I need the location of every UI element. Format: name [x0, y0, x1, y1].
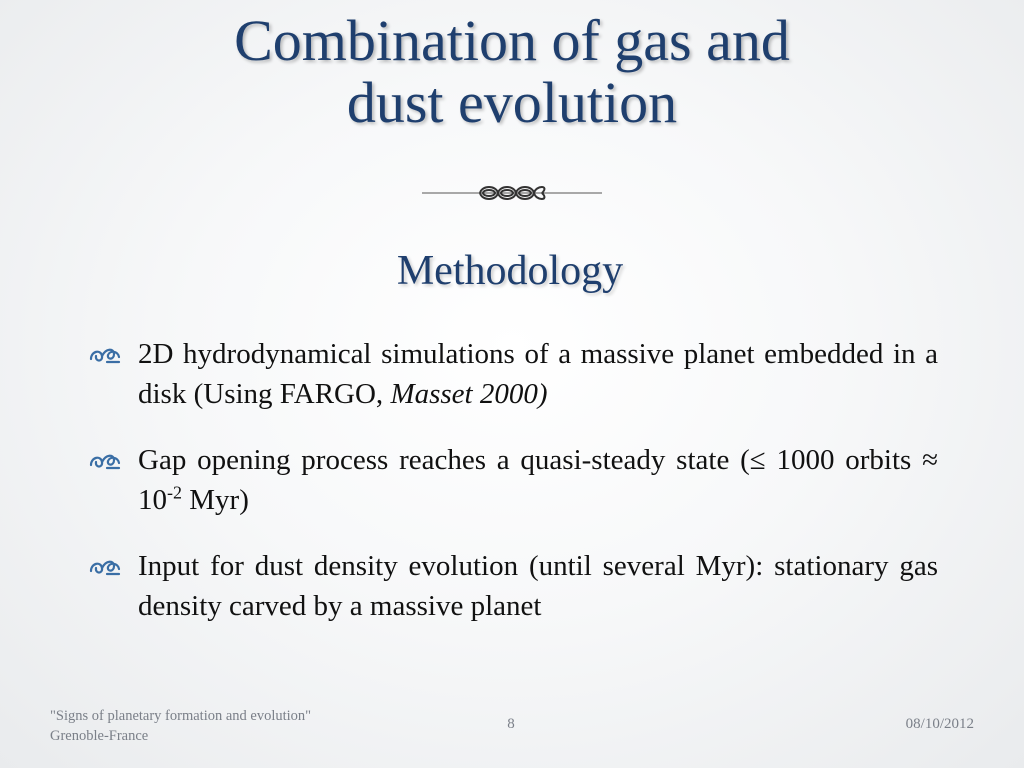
curly-bullet-icon [88, 449, 122, 471]
footer-conference-name: "Signs of planetary formation and evolution" [50, 708, 312, 724]
slide-title-line1: Combination of gas and [234, 8, 790, 73]
slide-date: 08/10/2012 [905, 716, 974, 732]
swirl-divider-icon [422, 181, 602, 205]
bullet-text: Gap opening process reaches a quasi-steady state (≤ 1000 orbits ≈ $10^{-2}$ Myr) [138, 444, 938, 516]
bullet-item [88, 440, 938, 520]
bullet-item [88, 546, 938, 626]
slide-title-line2: dust evolution [346, 70, 678, 135]
bullet-text: Input for dust density evolution (until several Myr): stationary gas density carved by a massive planet [138, 550, 938, 622]
bullet-text: 2D hydrodynamical simulations of a massive planet embedded in a disk (Using FARGO, Masset 2000) [138, 338, 938, 410]
bullet-item [88, 334, 938, 414]
bullet-list [88, 334, 938, 652]
footer-conference [50, 706, 410, 746]
slide-number: 8 [507, 716, 515, 732]
curly-bullet-icon [88, 555, 122, 577]
section-subtitle: Methodology [396, 248, 624, 294]
slide-title [60, 10, 964, 134]
curly-bullet-icon [88, 343, 122, 365]
footer-location: Grenoble-France [50, 728, 149, 744]
